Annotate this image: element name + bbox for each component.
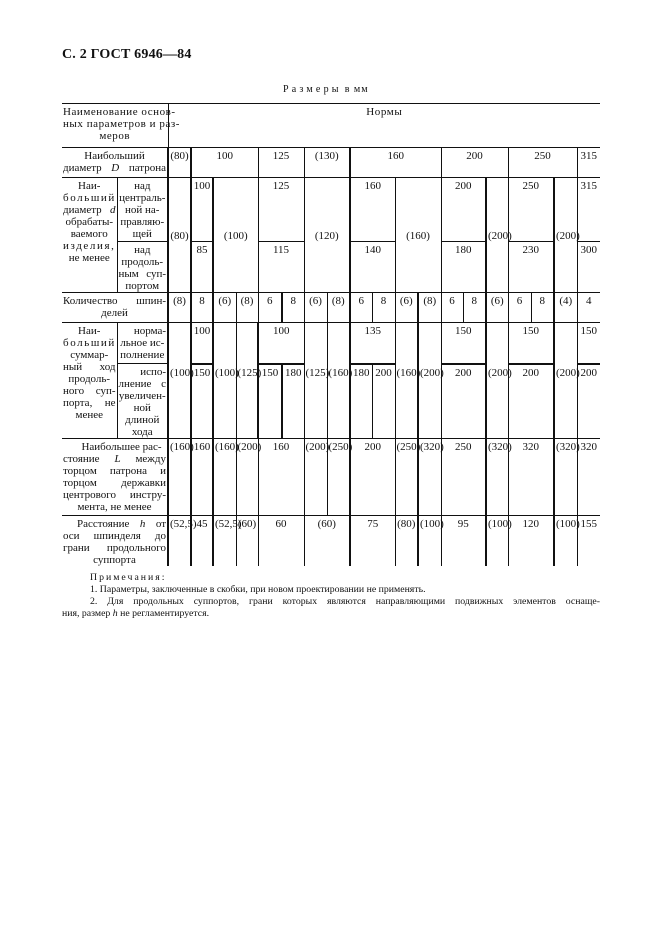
value-cell: 8 bbox=[531, 293, 554, 323]
value-cell: 200 bbox=[372, 364, 395, 439]
label-line: ным суп- bbox=[118, 268, 167, 280]
header-label-line: меров bbox=[99, 130, 131, 142]
value-cell: (120) bbox=[304, 178, 350, 293]
variable-L: L bbox=[114, 453, 121, 465]
label-line: щей bbox=[132, 228, 152, 240]
value-cell: 95 bbox=[441, 516, 486, 567]
label-line: правляю- bbox=[120, 216, 165, 228]
label-line: центрового инстру- bbox=[63, 489, 167, 501]
value-cell: 6 bbox=[508, 293, 531, 323]
value-cell: (8) bbox=[327, 293, 350, 323]
value-cell: 160 bbox=[258, 439, 304, 516]
value-cell: (60) bbox=[236, 516, 258, 567]
value-cell: (200) bbox=[304, 439, 327, 516]
label-line: менее bbox=[75, 409, 103, 421]
sublabel-normal-version bbox=[117, 323, 168, 364]
variable-h: h bbox=[139, 518, 146, 530]
value-cell: (100) bbox=[554, 516, 577, 567]
value-cell: 200 bbox=[508, 364, 554, 439]
value-cell: (160) bbox=[395, 323, 418, 439]
label-line: грани продольного bbox=[63, 542, 167, 554]
label-line: делей bbox=[101, 307, 128, 319]
label-line: централь- bbox=[119, 192, 166, 204]
label-line: Наибольший bbox=[84, 150, 145, 162]
value-cell: 150 bbox=[191, 364, 213, 439]
value-cell: (52,5) bbox=[168, 516, 191, 567]
label-line: оси шпинделя до bbox=[63, 530, 167, 542]
sublabel-over-carriage bbox=[117, 242, 168, 293]
note-1: 1. Параметры, заключенные в скобки, при новом проектировании не применять. bbox=[90, 584, 426, 595]
label-text: между bbox=[120, 453, 167, 465]
variable-d: d bbox=[110, 204, 116, 216]
label-line: изделия, bbox=[63, 240, 116, 252]
value-cell: (200) bbox=[486, 178, 508, 293]
value-cell: 100 bbox=[191, 178, 213, 242]
label-line: увеличен- bbox=[118, 390, 166, 402]
label-text: диаметр bbox=[63, 162, 112, 174]
value-cell: 75 bbox=[350, 516, 395, 567]
value-cell: 125 bbox=[258, 178, 304, 242]
units-tail: в мм bbox=[344, 84, 369, 95]
value-cell: (6) bbox=[395, 293, 418, 323]
label-line: Наи- bbox=[78, 180, 101, 192]
value-cell: 320 bbox=[577, 439, 600, 516]
value-cell: 250 bbox=[441, 439, 486, 516]
header-label-line: Наименование основ- bbox=[63, 106, 176, 118]
label-text: от bbox=[145, 518, 167, 530]
label-line: лнение с bbox=[118, 378, 167, 390]
value-cell: (320) bbox=[486, 439, 508, 516]
header-row bbox=[62, 104, 600, 148]
note-2-line-2 bbox=[62, 608, 600, 620]
label-line: торцом патрона и bbox=[63, 465, 167, 477]
label-line: длиной bbox=[125, 414, 160, 426]
value-cell: 8 bbox=[191, 293, 213, 323]
value-cell: 125 bbox=[258, 148, 304, 178]
value-cell: (250) bbox=[327, 439, 350, 516]
label-line: над bbox=[134, 180, 151, 192]
value-cell: 115 bbox=[258, 242, 304, 293]
value-cell: 160 bbox=[350, 178, 395, 242]
value-cell: 320 bbox=[508, 439, 554, 516]
value-cell: (200) bbox=[554, 323, 577, 439]
label-line: Наи- bbox=[78, 325, 101, 337]
label-line: полнение bbox=[120, 349, 165, 361]
label-line: ный ход bbox=[63, 361, 116, 373]
label-line: портом bbox=[125, 280, 160, 292]
value-cell: 180 bbox=[441, 242, 486, 293]
value-cell: 200 bbox=[441, 364, 486, 439]
label-line bbox=[63, 453, 166, 465]
value-cell: 300 bbox=[577, 242, 600, 293]
value-cell: (100) bbox=[486, 516, 508, 567]
value-cell: (80) bbox=[395, 516, 418, 567]
value-cell: (4) bbox=[554, 293, 577, 323]
table-row-spindle-count bbox=[62, 293, 600, 323]
label-line: Наибольшее рас- bbox=[81, 441, 162, 453]
sublabel-extended-version bbox=[117, 364, 168, 439]
note-2-line-1: 2. Для продольных суппортов, грани которых являются направляющими подвижных элементов оснаще- bbox=[90, 596, 600, 607]
value-cell: 135 bbox=[350, 323, 395, 364]
table-row-chuck-diameter bbox=[62, 148, 600, 178]
label-line: Количество шпин- bbox=[63, 295, 167, 307]
label-line: ной на- bbox=[125, 204, 160, 216]
notes-title: Примечания: bbox=[90, 572, 167, 583]
value-cell: (160) bbox=[168, 439, 191, 516]
row-label-workpiece-diameter bbox=[62, 178, 117, 293]
value-cell: (100) bbox=[418, 516, 441, 567]
value-cell: (200) bbox=[554, 178, 577, 293]
units-caption bbox=[283, 84, 369, 95]
value-cell: 155 bbox=[577, 516, 600, 567]
label-line: обрабаты- bbox=[65, 216, 114, 228]
table-row-distance-h bbox=[62, 516, 600, 567]
value-cell: 200 bbox=[350, 439, 395, 516]
table-row-workpiece-diameter bbox=[62, 178, 600, 242]
value-cell: (320) bbox=[418, 439, 441, 516]
value-cell: (6) bbox=[486, 293, 508, 323]
value-cell: 200 bbox=[441, 148, 508, 178]
label-line bbox=[63, 204, 116, 216]
value-cell: 6 bbox=[258, 293, 282, 323]
value-cell: (8) bbox=[418, 293, 441, 323]
header-label-line: ных параметров и раз- bbox=[63, 118, 180, 130]
page-reference: С. 2 ГОСТ 6946—84 bbox=[62, 47, 192, 62]
value-cell: 150 bbox=[258, 364, 282, 439]
label-text: патрона bbox=[119, 162, 167, 174]
label-line: суммар- bbox=[70, 349, 109, 361]
value-cell: (320) bbox=[554, 439, 577, 516]
row-label-chuck-diameter bbox=[62, 148, 168, 178]
note-text: ния, размер bbox=[62, 608, 113, 619]
parameters-table bbox=[62, 103, 600, 566]
value-cell: (6) bbox=[213, 293, 236, 323]
label-line: хода bbox=[131, 426, 153, 438]
table-row-carriage-stroke bbox=[62, 323, 600, 364]
value-cell: 200 bbox=[577, 364, 600, 439]
note-text: не регламентируется. bbox=[117, 608, 210, 619]
row-label-distance-L bbox=[62, 439, 168, 516]
value-cell: 45 bbox=[191, 516, 213, 567]
sublabel-over-guide bbox=[117, 178, 168, 242]
value-cell: 150 bbox=[441, 323, 486, 364]
value-cell: (52,5) bbox=[213, 516, 236, 567]
value-cell: 180 bbox=[282, 364, 304, 439]
column-header-parameters bbox=[62, 104, 180, 148]
value-cell: (250) bbox=[395, 439, 418, 516]
value-cell: 250 bbox=[508, 148, 577, 178]
label-line: порта, не bbox=[63, 397, 116, 409]
variable-D: D bbox=[111, 162, 120, 174]
value-cell: (8) bbox=[236, 293, 258, 323]
table-row-distance-L bbox=[62, 439, 600, 516]
value-cell: (160) bbox=[213, 439, 236, 516]
value-cell: (100) bbox=[168, 323, 191, 439]
value-cell: 8 bbox=[282, 293, 304, 323]
value-cell: (200) bbox=[418, 323, 441, 439]
value-cell: 6 bbox=[350, 293, 372, 323]
value-cell: (125) bbox=[304, 323, 327, 439]
value-cell: (8) bbox=[168, 293, 191, 323]
value-cell: (60) bbox=[304, 516, 350, 567]
label-line: торцом державки bbox=[63, 477, 167, 489]
value-cell: 100 bbox=[258, 323, 304, 364]
value-cell: 6 bbox=[441, 293, 463, 323]
value-cell: (130) bbox=[304, 148, 350, 178]
units-word: Размеры bbox=[283, 84, 342, 95]
value-cell: (125) bbox=[236, 323, 258, 439]
label-line: больший bbox=[63, 337, 116, 349]
label-line bbox=[63, 518, 166, 530]
value-cell: (80) bbox=[168, 148, 191, 178]
label-text: стояние bbox=[63, 453, 115, 465]
label-line: льное ис- bbox=[120, 337, 165, 349]
value-cell: 160 bbox=[350, 148, 441, 178]
value-cell: 160 bbox=[191, 439, 213, 516]
label-text: Расстояние bbox=[77, 518, 140, 530]
row-label-carriage-stroke bbox=[62, 323, 117, 439]
label-line: продоль- bbox=[68, 373, 111, 385]
value-cell: 140 bbox=[350, 242, 395, 293]
value-cell: 60 bbox=[258, 516, 304, 567]
value-cell: (100) bbox=[213, 323, 236, 439]
value-cell: 230 bbox=[508, 242, 554, 293]
label-line: ваемого bbox=[70, 228, 108, 240]
notes-section bbox=[62, 572, 600, 620]
label-line: над bbox=[134, 244, 151, 256]
value-cell: (160) bbox=[327, 323, 350, 439]
value-cell: 85 bbox=[191, 242, 213, 293]
value-cell: 200 bbox=[441, 178, 486, 242]
value-cell: (160) bbox=[395, 178, 441, 293]
value-cell: (200) bbox=[486, 323, 508, 439]
label-line: суппорта bbox=[93, 554, 136, 566]
value-cell: (80) bbox=[168, 178, 191, 293]
label-line bbox=[63, 162, 166, 174]
value-cell: (100) bbox=[213, 178, 258, 293]
value-cell: 180 bbox=[350, 364, 372, 439]
value-cell: 315 bbox=[577, 178, 600, 242]
label-line: ного суп- bbox=[63, 385, 116, 397]
value-cell: 4 bbox=[577, 293, 600, 323]
value-cell: 315 bbox=[577, 148, 600, 178]
variable-h: h bbox=[112, 608, 118, 619]
label-line: мента, не менее bbox=[77, 501, 152, 513]
label-line: не менее bbox=[68, 252, 110, 264]
row-label-spindle-count bbox=[62, 293, 168, 323]
label-line: ной bbox=[133, 402, 151, 414]
value-cell: 8 bbox=[463, 293, 486, 323]
value-cell: 8 bbox=[372, 293, 395, 323]
label-text: диаметр bbox=[63, 204, 110, 216]
value-cell: 250 bbox=[508, 178, 554, 242]
value-cell: (200) bbox=[236, 439, 258, 516]
value-cell: 150 bbox=[508, 323, 554, 364]
label-line: продоль- bbox=[121, 256, 164, 268]
column-header-norms: Нормы bbox=[168, 104, 600, 148]
label-line: испо- bbox=[140, 366, 167, 378]
value-cell: (6) bbox=[304, 293, 327, 323]
value-cell: 100 bbox=[191, 323, 213, 364]
value-cell: 150 bbox=[577, 323, 600, 364]
row-label-distance-h bbox=[62, 516, 168, 567]
label-line: больший bbox=[63, 192, 116, 204]
label-line: норма- bbox=[133, 325, 167, 337]
value-cell: 100 bbox=[191, 148, 258, 178]
value-cell: 120 bbox=[508, 516, 554, 567]
